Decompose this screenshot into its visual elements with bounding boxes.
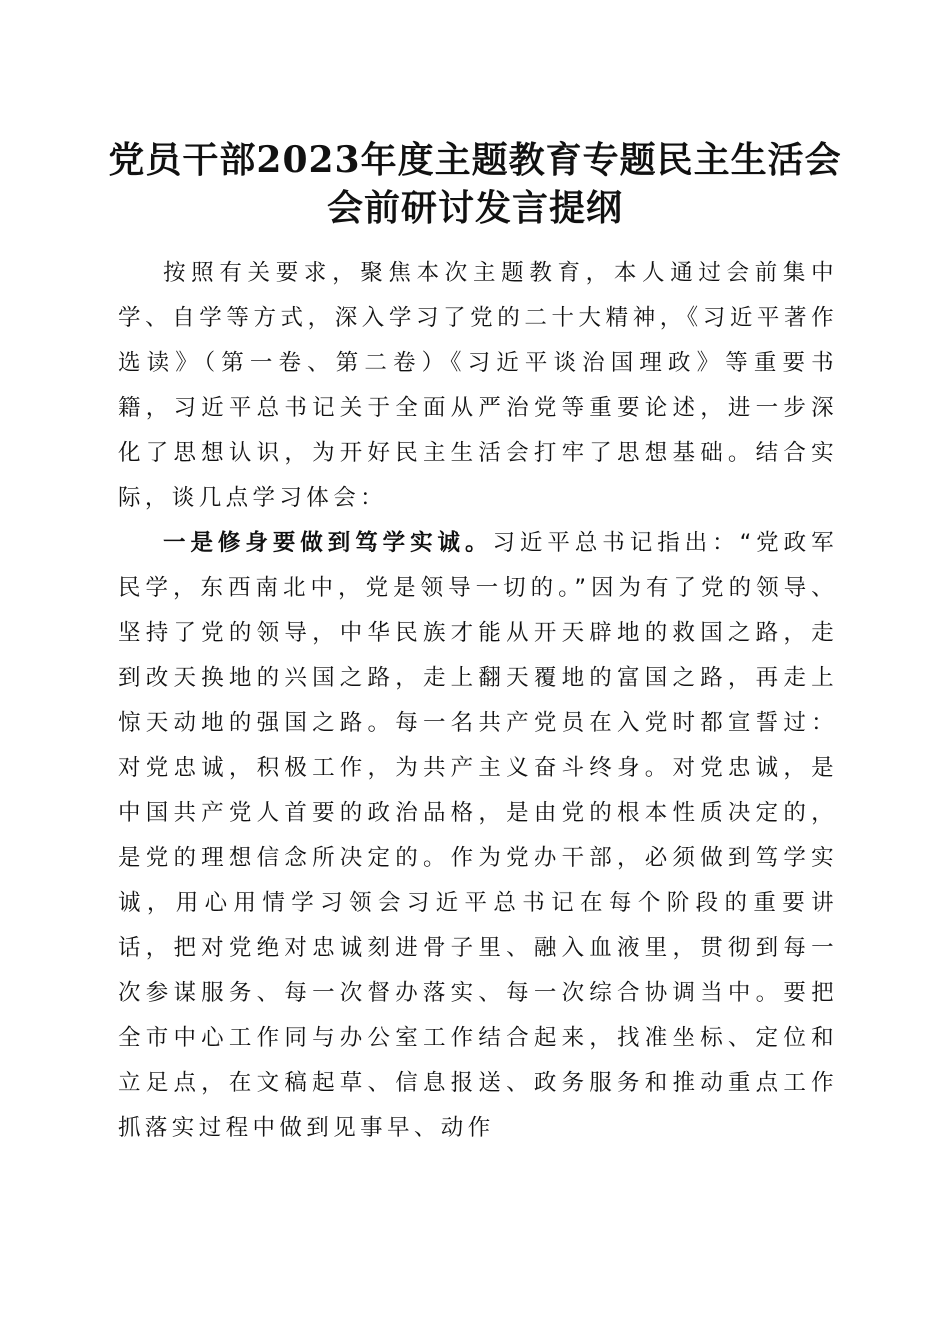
section-1-body: 习近平总书记指出：“党政军民学，东西南北中，党是领导一切的。”因为有了党的领导、坚持了党的领导，中华民族才能从开天辟地的救国之路，走到改天换地的兴国之路，走上翻天覆地的富国之路，再走上惊天动地的强国之路。每一名共产党员在入党时都宣誓过：对党忠诚，积极工作，为共产主义奋斗终身。对党忠诚，是中国共产党人首要的政治品格，是由党的根本性质决定的，是党的理想信念所决定的。作为党办干部，必须做到笃学实诚，用心用情学习领会习近平总书记在每个阶段的重要讲话，把对党绝对忠诚刻进骨子里、融入血液里，贯彻到每一次参谋服务、每一次督办落实、每一次综合协调当中。要把全市中心工作同与办公室工作结合起来，找准坐标、定位和立足点，在文稿起草、信息报送、政务服务和推动重点工作抓落实过程中做到见事早、动作 (118, 530, 838, 1141)
section-1-paragraph (118, 521, 838, 1151)
intro-paragraph: 按照有关要求，聚焦本次主题教育，本人通过会前集中学、自学等方式，深入学习了党的二十大精神，《习近平著作选读》（第一卷、第二卷）《习近平谈治国理政》等重要书籍，习近平总书记关于全面从严治党等重要论述，进一步深化了思想认识，为开好民主生活会打牢了思想基础。结合实际，谈几点学习体会： (118, 260, 838, 511)
document-title-line-1: 党员干部2023年度主题教育专题民主生活会 (108, 139, 842, 181)
document-body (118, 251, 838, 1151)
document-title-line-2: 会前研讨发言提纲 (326, 187, 623, 229)
section-1-heading: 一是修身要做到笃学实诚。 (163, 530, 493, 556)
